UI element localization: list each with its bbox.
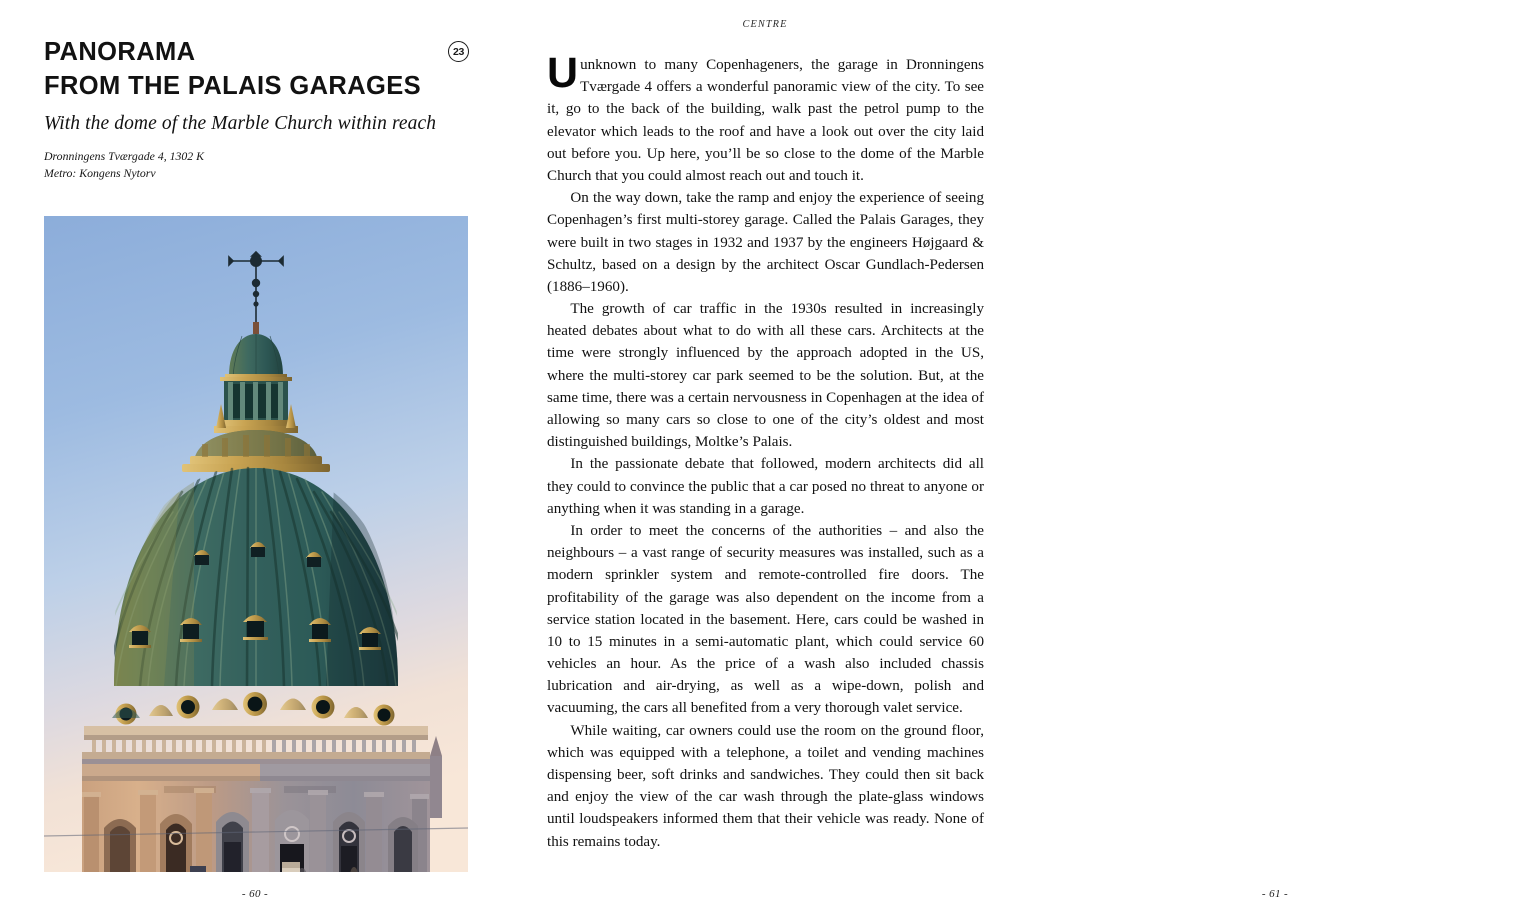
body-paragraph-6: While waiting, car owners could use the room on the ground floor, which was equipped with a telephone, a toilet and vending machines dispensing beer, soft drinks and sandwiches. They could then sit back and enjoy the view of the car wash through the plate-glass windows until loudspeakers informed them that their vehicle was ready. None of this remains today. (547, 722, 984, 850)
drop-cap: U (547, 49, 579, 97)
transit-line: Metro: Kongens Nytorv (44, 165, 156, 180)
body-paragraph-4: In the passionate debate that followed, modern architects did all they could to convince the public that a car posed no threat to anyone or anything when it was standing in a garage. (547, 456, 984, 517)
entry-number-badge: 23 (448, 41, 469, 62)
location-meta (44, 148, 204, 182)
left-page (0, 0, 510, 923)
page-title (44, 36, 464, 103)
folio-right: - 61 - (1261, 888, 1289, 900)
article-title-block (44, 36, 464, 103)
folio-left: - 60 - (241, 888, 269, 900)
article-subtitle: With the dome of the Marble Church within reach (44, 113, 437, 134)
body-paragraph-1 (547, 49, 984, 187)
body-paragraph-3: The growth of car traffic in the 1930s resulted in increasingly heated debates about what to do with all these cars. Architects at the time were strongly influenced by the approach adopted in the US, where the multi-storey car park seemed to be the solution. But, at the same time, there was a certain nervousness in Copenhagen at the idea of allowing so many cars so close to one of the city’s oldest and most distinguished buildings, Moltke’s Palais. (547, 301, 984, 451)
paragraph-text: unknown to many Copenhageners, the garage in Dronningens Tværgade 4 offers a wonderful panoramic view of the city. To see it, go to the back of the building, walk past the petrol pump to the elevator which leads to the roof and have a look out over the city laid out before you. Up here, you’ll be so close to the dome of the Marble Church that you could almost reach out and touch it. (547, 57, 984, 184)
right-page (510, 0, 1289, 923)
running-head: CENTRE (742, 19, 788, 30)
article-body (547, 49, 984, 853)
body-paragraph-2: On the way down, take the ramp and enjoy the experience of seeing Copenhagen’s first multi-storey garage. Called the Palais Garages, they were built in two stages in 1932 and 1937 by the engineers Højgaard & Schultz, based on a design by the architect Oscar Gundlach-Pedersen (1886–1960). (547, 190, 984, 295)
title-line-2: FROM THE PALAIS GARAGES (44, 71, 422, 100)
marble-church-dome-photo (44, 216, 468, 872)
body-paragraph-5: In order to meet the concerns of the authorities – and also the neighbours – a vast range of security measures was installed, such as a modern sprinkler system and remote-controlled fire doors. The profitability of the garage was also dependent on the income from a service station located in the basement. Here, cars could be washed in 10 to 15 minutes in a semi-automatic plant, which could service 60 vehicles an hour. As the price of a wash also included chassis lubrication and air-drying, as well as a wipe-down, polish and vacuuming, the cars all benefited from a very thorough valet service. (547, 522, 984, 717)
address-line: Dronningens Tværgade 4, 1302 K (44, 149, 205, 163)
title-line-1: PANORAMA (44, 38, 196, 66)
